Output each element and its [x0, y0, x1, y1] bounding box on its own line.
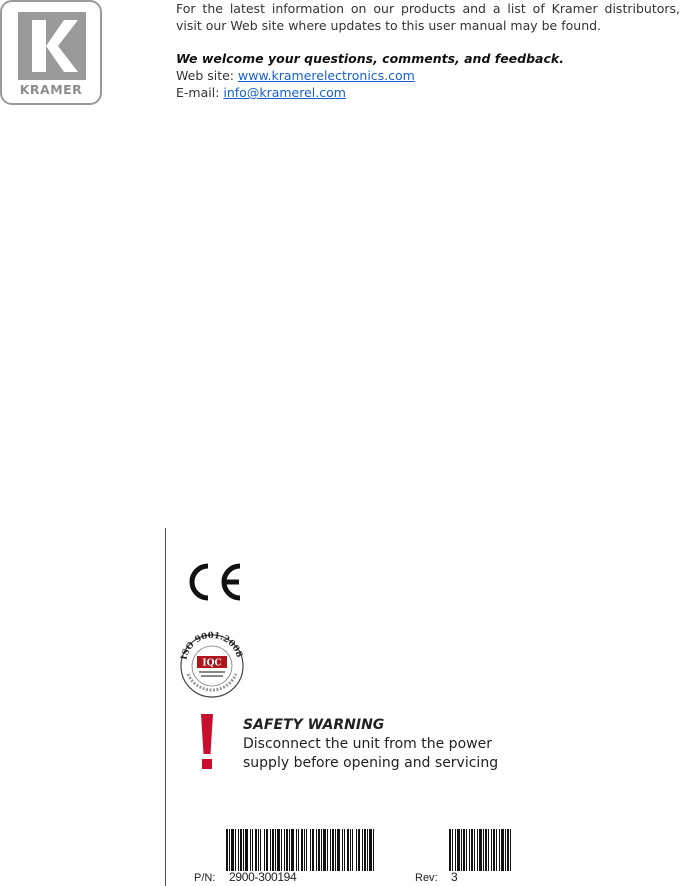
barcode-bar [301, 829, 303, 871]
iso-9001-2008-seal-icon [178, 630, 246, 698]
barcode-bar [356, 829, 357, 871]
exclamation-warning-icon [195, 714, 219, 770]
intro-line-1: For the latest information on our products and a list of Kramer distributors, [176, 1, 680, 16]
safety-warning [243, 716, 498, 773]
barcode-bar [449, 829, 451, 871]
safety-warning-title: SAFETY WARNING [243, 717, 385, 733]
barcode-bar [306, 829, 307, 871]
barcode-bar [272, 829, 274, 871]
barcode-bar [358, 829, 360, 871]
iqc-text: IQC [202, 658, 222, 669]
barcode-bar [373, 829, 374, 871]
barcode-bar [477, 829, 478, 871]
part-number-barcode-icon [226, 829, 374, 871]
barcode-bar [310, 829, 311, 871]
part-number-label: P/N: [194, 872, 216, 884]
barcode-bar [231, 829, 234, 871]
barcode-bar [505, 829, 506, 871]
barcode-bar [266, 829, 268, 871]
iso-seal-text: ISO 9001:2008 [179, 630, 245, 661]
website-line [176, 67, 564, 84]
barcode-bar [493, 829, 495, 871]
barcode-bar [258, 829, 259, 871]
barcode-bar [463, 829, 465, 871]
vertical-divider [165, 528, 166, 886]
barcode-bar [330, 829, 331, 871]
barcode-bar [335, 829, 336, 871]
barcode-bar [240, 829, 242, 871]
barcode-bar [277, 829, 280, 871]
barcode-bar [344, 829, 345, 871]
barcode-bar [255, 829, 257, 871]
revision-barcode-icon [449, 829, 511, 871]
barcode-bar [350, 829, 351, 871]
barcode-bar [491, 829, 492, 871]
barcode-bar [235, 829, 236, 871]
barcode-bar [284, 829, 285, 871]
barcode-bar [461, 829, 462, 871]
barcode-bar [304, 829, 305, 871]
intro-line-2: visit our Web site where updates to this user manual may be found. [176, 18, 602, 33]
barcode-bar [367, 829, 368, 871]
safety-warning-line-2: supply before opening and servicing [243, 755, 499, 771]
barcode-bar [496, 829, 497, 871]
barcode-bar [243, 829, 244, 871]
barcode-bar [483, 829, 484, 871]
feedback-block [176, 50, 564, 101]
barcode-bar [321, 829, 322, 871]
barcode-bar [474, 829, 475, 871]
barcode-bar [316, 829, 317, 871]
barcode-bar [352, 829, 353, 871]
barcode-bar [286, 829, 288, 871]
barcode-bar [488, 829, 489, 871]
barcode-bar [369, 829, 372, 871]
barcode-bar [507, 829, 509, 871]
barcode-bar [245, 829, 248, 871]
revision-value: 3 [451, 870, 458, 884]
barcode-bar [466, 829, 467, 871]
barcode-bar [452, 829, 453, 871]
intro-paragraph [176, 0, 680, 34]
barcode-bar [485, 829, 487, 871]
barcode-bar [289, 829, 290, 871]
barcode-bar [318, 829, 320, 871]
website-label: Web site: [176, 68, 238, 83]
barcode-bar [281, 829, 282, 871]
barcode-bar [455, 829, 456, 871]
barcode-bar [238, 829, 239, 871]
barcode-bar [469, 829, 470, 871]
barcode-bar [501, 829, 504, 871]
barcode-bar [362, 829, 363, 871]
kramer-k-logo-icon [12, 10, 92, 82]
ce-mark-icon [182, 562, 244, 602]
barcode-bar [510, 829, 511, 871]
feedback-heading: We welcome your questions, comments, and feedback. [176, 51, 564, 66]
revision-label: Rev: [415, 872, 438, 884]
barcode-bar [323, 829, 326, 871]
barcode-bar [291, 829, 294, 871]
barcode-bar [364, 829, 366, 871]
safety-warning-line-1: Disconnect the unit from the power [243, 736, 492, 752]
logo-brand-text: KRAMER [19, 82, 83, 97]
kramer-logo [0, 0, 102, 105]
barcode-bar [226, 829, 228, 871]
email-link[interactable]: info@kramerel.com [223, 85, 346, 100]
barcode-bar [250, 829, 251, 871]
barcode-bar [332, 829, 334, 871]
barcode-bar [252, 829, 253, 871]
barcode-bar [337, 829, 340, 871]
email-line [176, 84, 564, 101]
barcode-bar [296, 829, 297, 871]
barcode-bar [327, 829, 328, 871]
barcode-bar [342, 829, 343, 871]
barcode-bar [479, 829, 482, 871]
barcode-bar [471, 829, 473, 871]
barcode-bar [347, 829, 349, 871]
barcode-bar [275, 829, 276, 871]
website-link[interactable]: www.kramerelectronics.com [238, 68, 415, 83]
part-number-value: 2900-300194 [229, 870, 297, 884]
barcode-bar [270, 829, 271, 871]
barcode-bar [457, 829, 460, 871]
barcode-bar [260, 829, 261, 871]
barcode-bar [298, 829, 299, 871]
barcode-bar [312, 829, 314, 871]
barcode-bar [229, 829, 230, 871]
barcode-bar [264, 829, 265, 871]
email-label: E-mail: [176, 85, 224, 100]
barcode-bar [499, 829, 500, 871]
